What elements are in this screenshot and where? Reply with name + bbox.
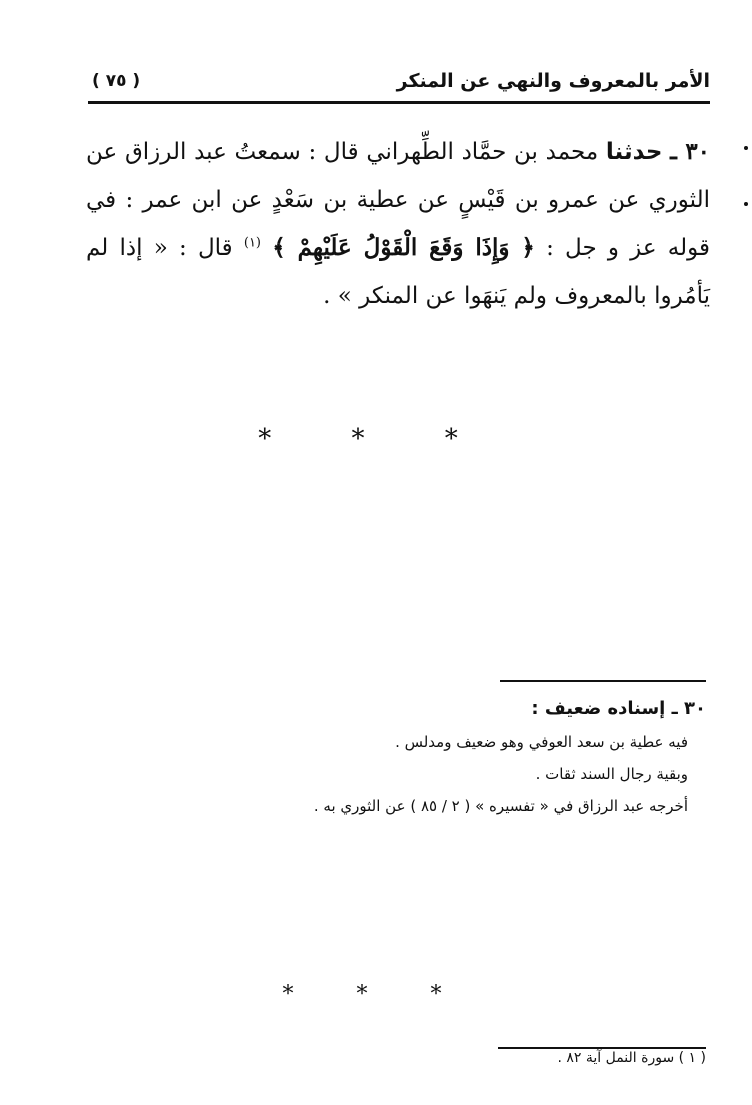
quran-verse: ﴿ وَإِذَا وَقَعَ الْقَوْلُ عَلَيْهِمْ ﴾ [272,234,535,261]
hadith-text [86,128,710,320]
commentary-heading: ٣٠ ـ إسناده ضعيف : [531,698,706,719]
running-header [92,66,710,96]
hadith-matn: قال : « إذا لم يَأمُروا بالمعروف ولم يَنهَوا عن المنكر » . [86,235,710,309]
footnote-ref: (١) [243,235,261,251]
commentary-line: أخرجه عبد الرزاق في « تفسيره » ( ٢ / ٨٥ ) عن الثوري به . [313,797,688,815]
commentary-line: وبقية رجال السند ثقات . [535,765,688,783]
commentary-line: فيه عطية بن سعد العوفي وهو ضعيف ومدلس . [395,733,688,751]
header-title: الأمر بالمعروف والنهي عن المنكر [396,70,710,92]
haddatha-word: حدثنا [605,139,663,165]
commentary [120,692,706,822]
margin-mark [744,202,748,206]
separator-stars: * * * [282,982,470,1007]
separator-stars: * * * [258,424,494,454]
footnote: ( ١ ) سورة النمل آية ٨٢ . [557,1050,706,1066]
hadith-number: ٣٠ ـ [670,138,711,165]
header-rule [88,101,710,104]
commentary-rule [500,680,706,682]
footnote-rule [498,1047,706,1049]
margin-mark [744,146,748,150]
page-number: ( ٧٥ ) [92,71,141,91]
hadith-chain: محمد بن حمَّاد الطِّهراني قال : سمعتُ عبد الرزاق عن الثوري عن عمرو بن قَيْسٍ عن عطية بن سَعْدٍ عن ابن عمر : في قوله عز و جل : [86,139,711,261]
